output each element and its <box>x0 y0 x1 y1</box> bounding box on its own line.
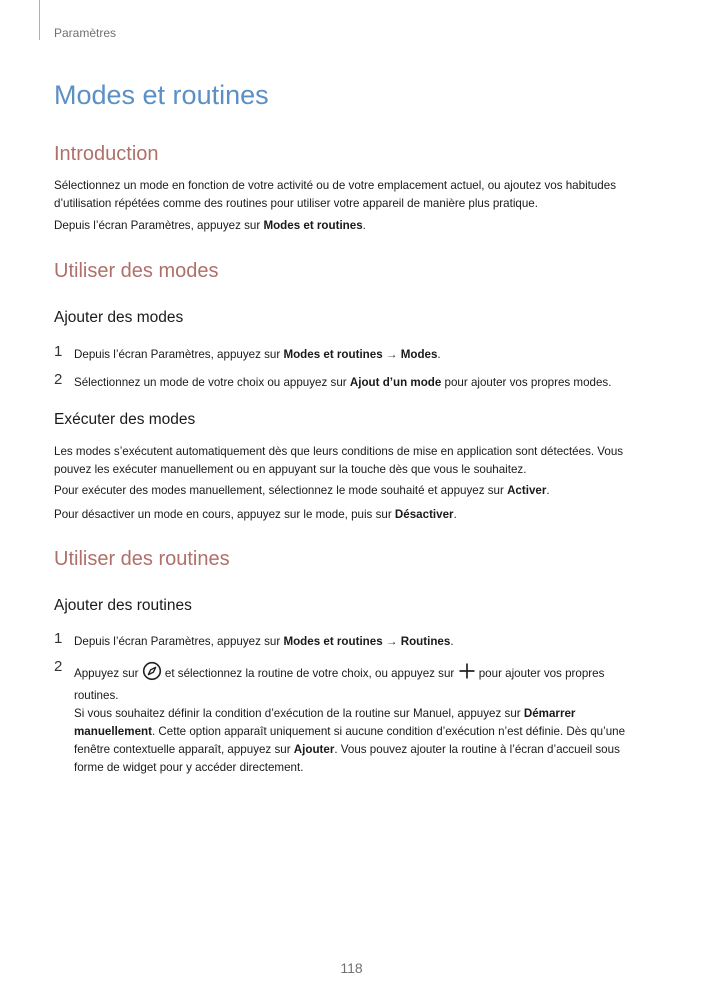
step-text: Appuyez sur et sélectionnez la routine de votre choix, ou appuyez sur pour ajouter vos propres routines. Si vous souhaitez définir la condition d’exécution de la routine sur Manuel, appuyez sur Démarrer manuellement. Cette option apparaît uniquement si aucune condition d’exécution n’est définie. Dès qu’une fenêtre contextuelle apparaît, appuyez sur Ajouter. Vous pouvez ajouter la routine à l’écran d’accueil sous forme de widget pour y accéder directement. <box>74 661 648 777</box>
page-number: 118 <box>340 960 363 976</box>
run-modes-activate: Pour exécuter des modes manuellement, sélectionnez le mode souhaité et appuyez sur Activer. <box>54 484 550 497</box>
header-divider <box>39 0 40 40</box>
step-text: Sélectionnez un mode de votre choix ou appuyez sur Ajout d’un mode pour ajouter vos propres modes. <box>74 376 612 389</box>
step-number: 2 <box>54 371 63 388</box>
run-modes-deactivate: Pour désactiver un mode en cours, appuyez sur le mode, puis sur Désactiver. <box>54 508 457 521</box>
routines-heading: Utiliser des routines <box>54 548 230 570</box>
plus-icon <box>458 662 476 686</box>
run-modes-paragraph: Les modes s’exécutent automatiquement dès que leurs conditions de mise en application sont détectées. Vous pouvez les exécuter manuellement ou en appuyant sur la touche dès que vous le souhaitez. <box>54 445 624 476</box>
step-text: Depuis l’écran Paramètres, appuyez sur Modes et routines → Routines. <box>74 635 454 648</box>
discover-routines-icon <box>142 661 162 687</box>
breadcrumb: Paramètres <box>54 26 117 40</box>
page-title: Modes et routines <box>54 80 269 110</box>
intro-heading: Introduction <box>54 143 159 165</box>
add-modes-heading: Ajouter des modes <box>54 309 184 326</box>
step-number: 1 <box>54 343 63 360</box>
step-text: Depuis l’écran Paramètres, appuyez sur Modes et routines → Modes. <box>74 348 441 361</box>
modes-heading: Utiliser des modes <box>54 260 219 282</box>
add-routines-heading: Ajouter des routines <box>54 597 192 614</box>
step-number: 2 <box>54 658 63 675</box>
step-number: 1 <box>54 630 63 647</box>
intro-paragraph: Sélectionnez un mode en fonction de votre activité ou de votre emplacement actuel, ou ajoutez vos habitudes d’utilisation répétées comme des routines pour utiliser votre appareil de manière plus pratique. <box>54 179 617 210</box>
run-modes-heading: Exécuter des modes <box>54 411 196 428</box>
intro-instruction: Depuis l’écran Paramètres, appuyez sur Modes et routines. <box>54 219 366 232</box>
